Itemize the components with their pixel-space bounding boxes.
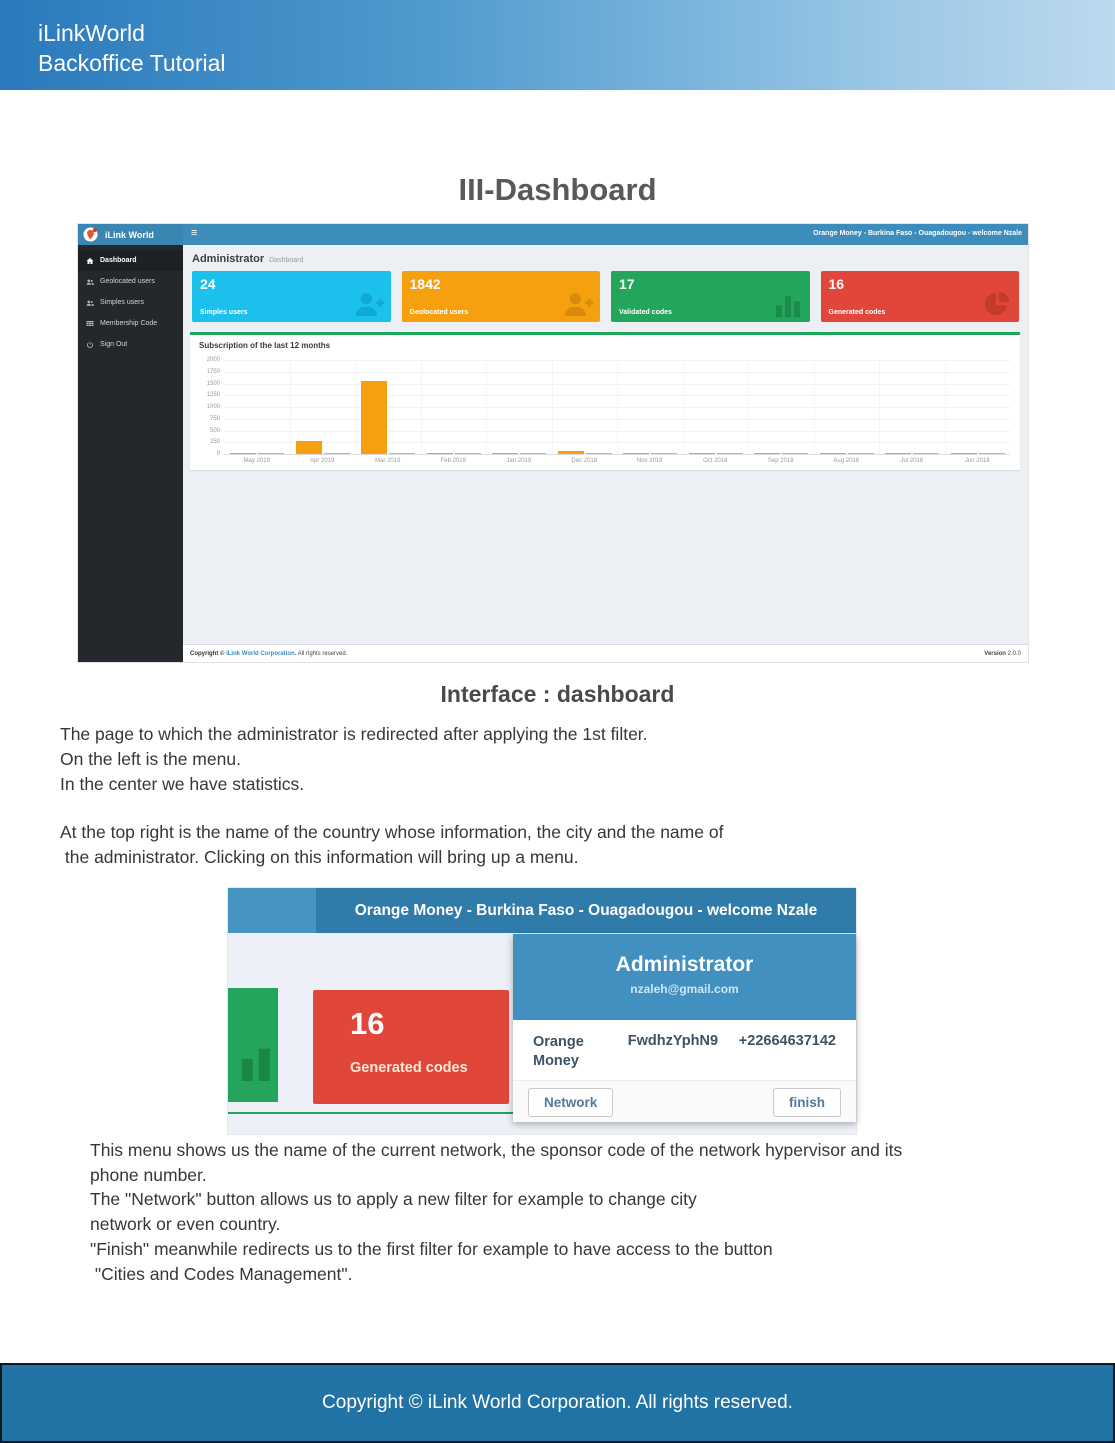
chart-bar bbox=[717, 453, 743, 455]
chart-bar bbox=[258, 453, 284, 455]
stat-label: Geolocated users bbox=[409, 309, 469, 316]
stat-cards-row bbox=[192, 271, 1019, 322]
stat-label: Generated codes bbox=[828, 309, 886, 316]
stat-value: 17 bbox=[619, 276, 635, 292]
x-axis-tick-label: Jan 2019 bbox=[506, 458, 532, 464]
page-heading-sub: Dashboard bbox=[269, 257, 304, 264]
x-axis-tick-label: May 2019 bbox=[243, 458, 270, 464]
sidebar-item-sign-out[interactable] bbox=[78, 334, 183, 355]
chart-bar bbox=[558, 451, 584, 454]
chart-bar bbox=[361, 381, 387, 454]
home-icon bbox=[86, 257, 94, 265]
sidebar-item-dashboard[interactable] bbox=[78, 250, 183, 271]
x-axis-tick-label: Dec 2018 bbox=[571, 458, 598, 464]
chart-bar bbox=[913, 453, 939, 455]
body-text-line: "Cities and Codes Management". bbox=[90, 1263, 353, 1284]
chart-bar bbox=[427, 453, 453, 455]
sidebar-item-membership-code[interactable] bbox=[78, 313, 183, 334]
admin-menu-title: Administrator bbox=[615, 953, 754, 976]
y-axis-tick-label: 500 bbox=[209, 427, 220, 434]
page-heading-title: Administrator bbox=[192, 253, 265, 265]
y-axis-tick-label: 750 bbox=[209, 415, 220, 422]
admin-menu-footer bbox=[513, 1080, 856, 1122]
users-icon bbox=[86, 278, 94, 286]
navbar-welcome-text[interactable]: Orange Money - Burkina Faso - Ouagadougou - welcome Nzale bbox=[813, 230, 1022, 237]
body-text-line: On the left is the menu. bbox=[60, 749, 241, 769]
corporation-link[interactable]: iLink World Corporation. bbox=[226, 651, 297, 657]
gridline-vertical bbox=[683, 360, 684, 454]
chart-bar bbox=[520, 453, 546, 455]
popup-topbar-segment bbox=[228, 888, 316, 933]
stat-card-validated-codes bbox=[611, 271, 810, 322]
subscription-chart-panel bbox=[190, 332, 1020, 470]
gridline-vertical bbox=[748, 360, 749, 454]
chart-bar bbox=[848, 453, 874, 455]
bar-chart-icon bbox=[240, 1036, 274, 1092]
dashboard-brand-label: iLink World bbox=[105, 229, 154, 240]
chart-bar bbox=[979, 453, 1005, 455]
sidebar-item-simples-users[interactable] bbox=[78, 292, 183, 313]
y-axis-tick-label: 250 bbox=[209, 439, 220, 446]
stat-label: Simples users bbox=[200, 309, 248, 316]
chart-title: Subscription of the last 12 months bbox=[199, 341, 331, 350]
gridline-vertical bbox=[486, 360, 487, 454]
gridline-vertical bbox=[617, 360, 618, 454]
gridline-vertical bbox=[290, 360, 291, 454]
page-footer-text: Copyright © iLink World Corporation. All rights reserved. bbox=[322, 1392, 793, 1413]
popup-validated-codes-card-partial bbox=[228, 988, 278, 1102]
user-plus-icon bbox=[353, 290, 385, 318]
chart-bar bbox=[324, 453, 350, 455]
chart-bar bbox=[492, 453, 518, 455]
section-title: III-Dashboard bbox=[458, 172, 657, 207]
stat-value: 16 bbox=[350, 1006, 385, 1041]
sidebar-toggle-icon[interactable]: ≡ bbox=[191, 227, 198, 239]
x-axis-tick-label: Mar 2019 bbox=[375, 458, 401, 464]
chart-bar bbox=[782, 453, 808, 455]
chart-bar bbox=[230, 453, 256, 455]
body-text-line: In the center we have statistics. bbox=[60, 774, 305, 794]
tutorial-brand: iLinkWorld bbox=[38, 20, 145, 46]
y-axis-tick-label: 2000 bbox=[206, 357, 220, 363]
page-footer bbox=[0, 1363, 1115, 1443]
gridline-vertical bbox=[879, 360, 880, 454]
sidebar-item-label: Membership Code bbox=[100, 320, 158, 327]
sidebar-item-label: Dashboard bbox=[100, 257, 137, 264]
body-paragraph-3 bbox=[90, 1138, 902, 1286]
chart-bar bbox=[754, 453, 780, 455]
subscription-chart-plot bbox=[206, 357, 1010, 464]
y-axis-tick-label: 1250 bbox=[206, 392, 220, 399]
network-name: Orange Money bbox=[533, 1034, 584, 1069]
dashboard-sidebar bbox=[78, 245, 183, 662]
dashboard-version: Version 2.0.0 bbox=[984, 651, 1021, 657]
admin-menu-header bbox=[513, 934, 856, 1020]
dashboard-logo[interactable] bbox=[78, 224, 183, 245]
gridline-vertical bbox=[814, 360, 815, 454]
chart-bar bbox=[689, 453, 715, 455]
power-icon bbox=[86, 341, 94, 349]
y-axis-tick-label: 1000 bbox=[206, 404, 220, 410]
chart-bar bbox=[389, 453, 415, 455]
sidebar-item-geolocated-users[interactable] bbox=[78, 271, 183, 292]
x-axis-tick-label: Feb 2019 bbox=[440, 458, 466, 464]
gridline-vertical bbox=[421, 360, 422, 454]
body-text-line: phone number. bbox=[90, 1164, 207, 1185]
y-axis-tick-label: 0 bbox=[216, 451, 220, 457]
gridline-vertical bbox=[355, 360, 356, 454]
chart-bar bbox=[455, 453, 481, 455]
body-paragraph-1 bbox=[60, 722, 648, 797]
phone-number: +22664637142 bbox=[738, 1033, 836, 1049]
chart-bar bbox=[951, 453, 977, 455]
stat-card-generated-codes bbox=[821, 271, 1020, 322]
admin-menu-email: nzaleh@gmail.com bbox=[630, 982, 739, 996]
dashboard-screenshot bbox=[78, 224, 1028, 662]
body-text-line: The "Network" button allows us to apply a new filter for example to change city bbox=[90, 1189, 697, 1210]
chart-bar bbox=[623, 453, 649, 455]
x-axis-tick-label: Sep 2018 bbox=[767, 458, 794, 464]
x-axis-tick-label: Aug 2018 bbox=[833, 458, 860, 464]
finish-button[interactable]: finish bbox=[773, 1088, 841, 1117]
chart-bar bbox=[296, 441, 322, 454]
bar-chart-icon bbox=[772, 290, 804, 318]
body-paragraph-2 bbox=[60, 820, 723, 870]
tutorial-subtitle: Backoffice Tutorial bbox=[38, 50, 226, 76]
network-button[interactable]: Network bbox=[528, 1088, 613, 1117]
y-axis-tick-label: 1750 bbox=[206, 368, 220, 375]
body-text-line: The page to which the administrator is redirected after applying the 1st filter. bbox=[60, 724, 648, 744]
stat-card-simples-users bbox=[192, 271, 391, 322]
x-axis-tick-label: Apr 2019 bbox=[310, 458, 335, 464]
body-text-line: network or even country. bbox=[90, 1214, 281, 1235]
x-axis-tick-label: Jun 2018 bbox=[964, 458, 990, 464]
sidebar-item-label: Simples users bbox=[100, 299, 144, 306]
stat-value: 16 bbox=[828, 276, 845, 292]
y-axis-tick-label: 1500 bbox=[206, 380, 220, 387]
popup-welcome-text[interactable]: Orange Money - Burkina Faso - Ouagadougou - welcome Nzale bbox=[316, 888, 856, 933]
pie-chart-icon bbox=[981, 290, 1013, 318]
admin-menu-body bbox=[513, 1020, 856, 1080]
stat-label: Validated codes bbox=[619, 309, 672, 316]
popup-generated-codes-card bbox=[313, 990, 509, 1104]
figure-caption: Interface : dashboard bbox=[440, 681, 675, 707]
sidebar-item-label: Sign Out bbox=[100, 341, 128, 348]
stat-label: Generated codes bbox=[350, 1060, 468, 1076]
chart-bar bbox=[586, 453, 612, 455]
admin-dropdown-menu bbox=[513, 934, 856, 1122]
dashboard-copyright: Copyright © iLink World Corporation. All rights reserved. bbox=[190, 651, 348, 657]
users-icon bbox=[86, 299, 94, 307]
sidebar-item-label: Geolocated users bbox=[100, 278, 155, 285]
popup-menu-screenshot bbox=[228, 888, 856, 1134]
page-heading bbox=[192, 253, 303, 265]
table-icon bbox=[86, 320, 94, 328]
dashboard-navbar bbox=[78, 224, 1028, 245]
chart-bar bbox=[651, 453, 677, 455]
gridline-vertical bbox=[552, 360, 553, 454]
body-text-line: This menu shows us the name of the current network, the sponsor code of the network hypervisor and its bbox=[90, 1140, 903, 1160]
stat-value: 1842 bbox=[409, 276, 441, 292]
x-axis-tick-label: Nov 2018 bbox=[636, 458, 663, 464]
body-text-line: the administrator. Clicking on this information will bring up a menu. bbox=[60, 847, 579, 867]
gridline bbox=[224, 454, 1010, 455]
dashboard-content bbox=[183, 245, 1028, 662]
ilink-logo-icon bbox=[83, 227, 98, 242]
dashboard-footer bbox=[183, 644, 1028, 662]
tutorial-header bbox=[0, 0, 1115, 90]
stat-card-geolocated-users bbox=[402, 271, 601, 322]
chart-bar bbox=[885, 453, 911, 455]
user-plus-icon bbox=[562, 290, 594, 318]
chart-bar bbox=[820, 453, 846, 455]
stat-value: 24 bbox=[200, 276, 216, 292]
gridline-vertical bbox=[945, 360, 946, 454]
x-axis-tick-label: Jul 2018 bbox=[900, 458, 924, 464]
x-axis-tick-label: Oct 2018 bbox=[703, 458, 728, 464]
body-text-line: At the top right is the name of the country whose information, the city and the name of bbox=[60, 822, 724, 842]
sponsor-code: FwdhzYphN9 bbox=[627, 1033, 719, 1049]
body-text-line: "Finish" meanwhile redirects us to the first filter for example to have access to the button bbox=[90, 1238, 773, 1259]
